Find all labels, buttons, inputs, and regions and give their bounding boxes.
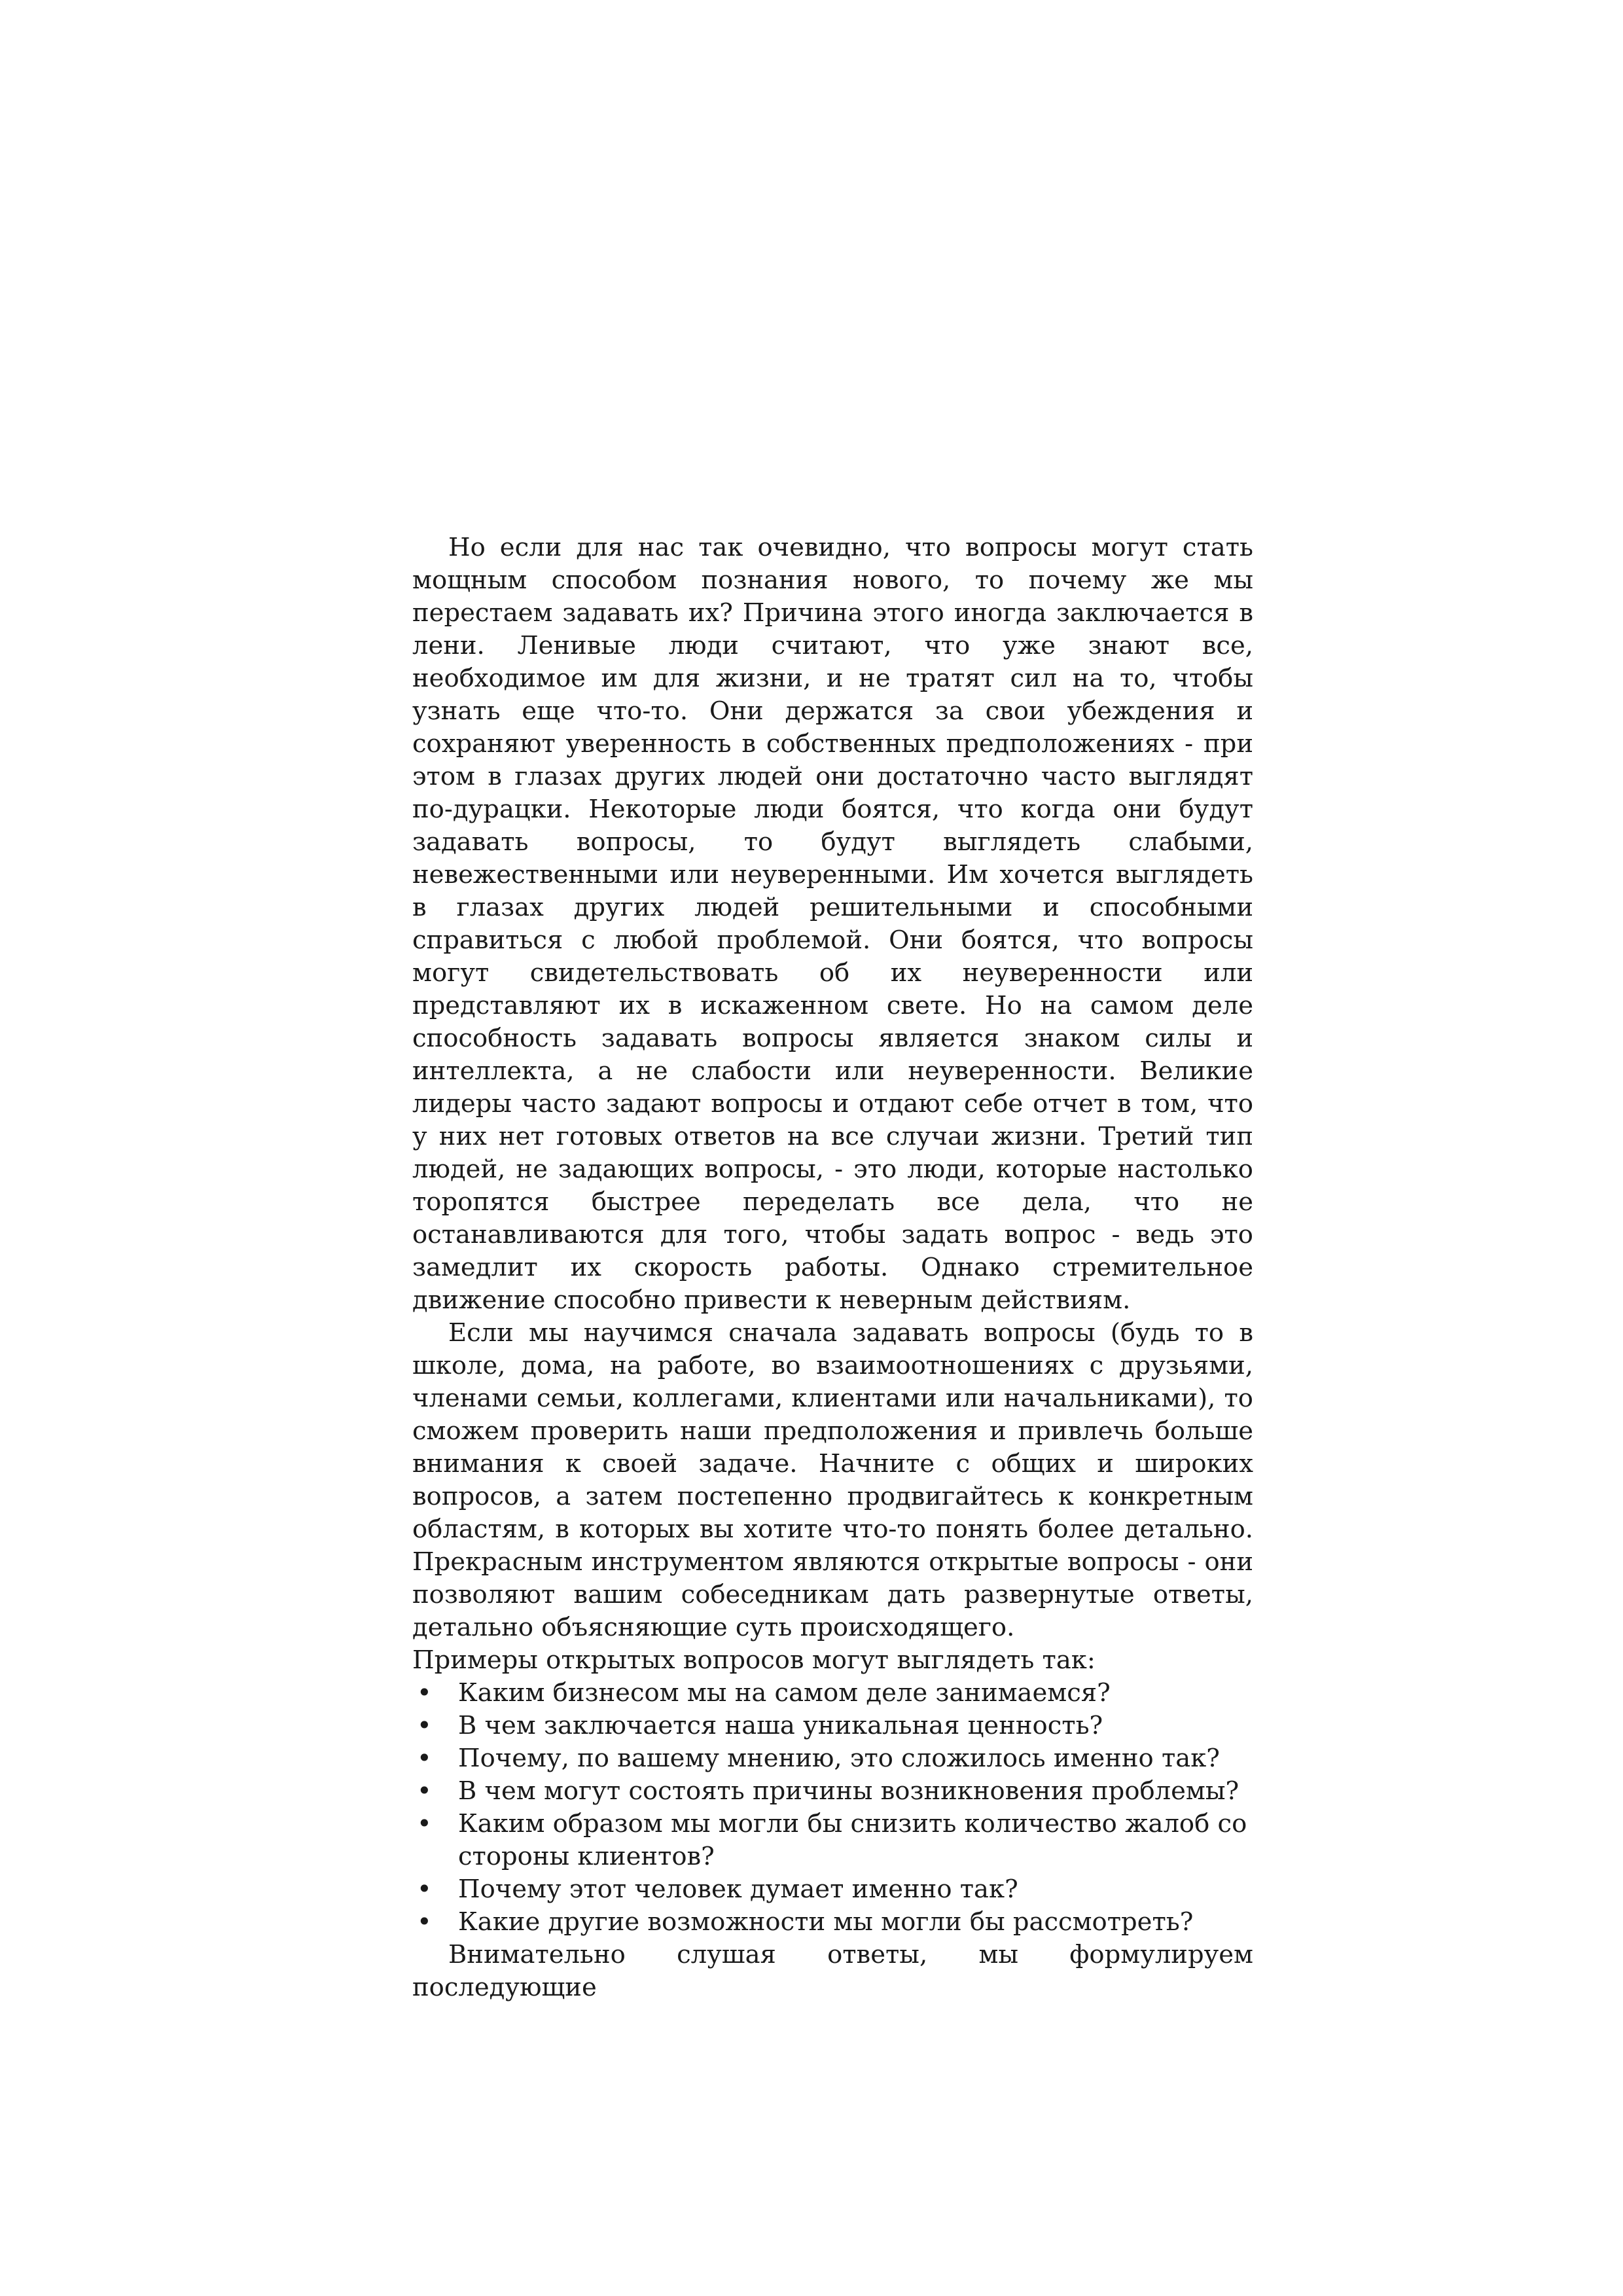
bullet-icon: •: [417, 1907, 432, 1937]
bullet-icon: •: [417, 1776, 432, 1806]
list-item: [412, 1775, 1253, 1808]
list-item-text: В чем могут состоять причины возникновения проблемы?: [458, 1776, 1240, 1806]
list-item: [412, 1742, 1253, 1775]
list-item: [412, 1906, 1253, 1939]
bullet-icon: •: [417, 1874, 432, 1904]
list-item-text: В чем заключается наша уникальная ценность?: [458, 1711, 1103, 1740]
bullet-icon: •: [417, 1678, 432, 1708]
paragraph-3: Внимательно слушая ответы, мы формулируем последующие: [412, 1940, 1253, 2002]
bullet-icon: •: [417, 1744, 432, 1773]
bullet-icon: •: [417, 1711, 432, 1740]
list-item-text: Какие другие возможности мы могли бы рассмотреть?: [458, 1907, 1194, 1937]
list-item-text: Почему, по вашему мнению, это сложилось именно так?: [458, 1744, 1220, 1773]
body-text: [412, 531, 1253, 2004]
list-item: [412, 1710, 1253, 1742]
question-list: [412, 1677, 1253, 1939]
paragraph-1: Но если для нас так очевидно, что вопросы могут стать мощным способом познания нового, то почему же мы перестаем задавать их? Причина этого иногда заключается в лени. Ленивые люди считают, что уже знают все, необходимое им для жизни, и не тратят сил на то, чтобы узнать еще что-то. Они держатся за свои убеждения и сохраняют уверенность в собственных предположениях - при этом в глазах других людей они достаточно часто выглядят по-дурацки. Некоторые люди боятся, что когда они будут задавать вопросы, то будут выглядеть слабыми, невежественными или неуверенными. Им хочется выглядеть в глазах других людей решительными и способными справиться с любой проблемой. Они боятся, что вопросы могут свидетельствовать об их неуверенности или представляют их в искаженном свете. Но на самом деле способность задавать вопросы является знаком силы и интеллекта, а не слабости или неуверенности. Великие лидеры часто задают вопросы и отдают себе отчет в том, что у них нет готовых ответов на все случаи жизни. Третий тип людей, не задающих вопросы, - это люди, которые настолько торопятся быстрее переделать все дела, что не останавливаются для того, чтобы задать вопрос - ведь это замедлит их скорость работы. Однако стремительное движение способно привести к неверным действиям.: [412, 533, 1253, 1315]
list-item-text: Почему этот человек думает именно так?: [458, 1874, 1018, 1904]
list-item: [412, 1808, 1253, 1873]
list-intro: Примеры открытых вопросов могут выглядеть так:: [412, 1645, 1096, 1675]
paragraph-2: Если мы научимся сначала задавать вопросы (будь то в школе, дома, на работе, во взаимоотношениях с друзьями, членами семьи, коллегами, клиентами или начальниками), то сможем проверить наши предположения и привлечь больше внимания к своей задаче. Начните с общих и широких вопросов, а затем постепенно продвигайтесь к конкретным областям, в которых вы хотите что-то понять более детально. Прекрасным инструментом являются открытые вопросы - они позволяют вашим собеседникам дать развернутые ответы, детально объясняющие суть происходящего.: [412, 1318, 1253, 1642]
list-item: [412, 1677, 1253, 1710]
list-item-text: Каким бизнесом мы на самом деле занимаемся?: [458, 1678, 1111, 1708]
list-item: [412, 1873, 1253, 1906]
bullet-icon: •: [417, 1809, 432, 1839]
list-item-text: Каким образом мы могли бы снизить количество жалоб со стороны клиентов?: [458, 1809, 1247, 1871]
